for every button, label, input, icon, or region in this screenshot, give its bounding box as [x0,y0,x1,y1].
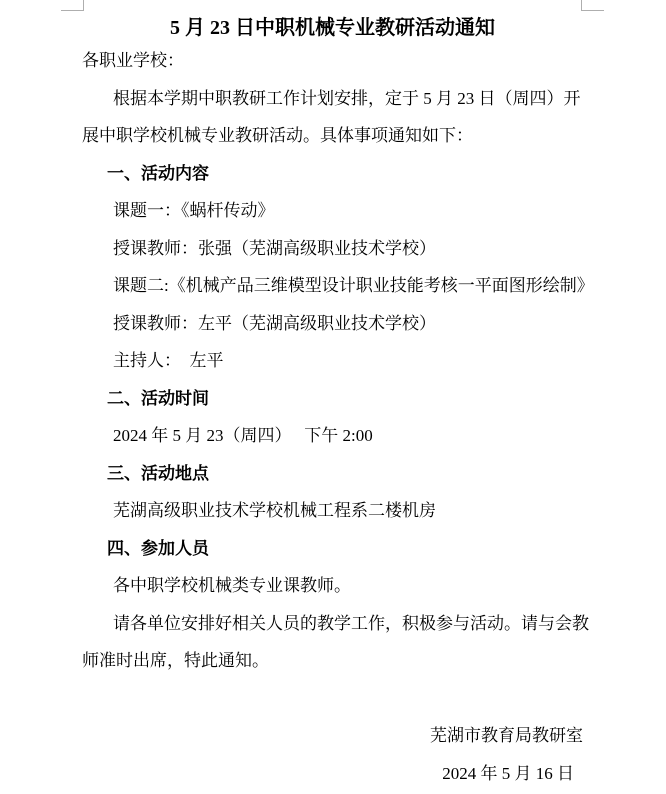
document-line: 师准时出席，特此通知。 [82,651,269,670]
document-line: 主持人： 左平 [113,351,224,370]
crop-mark-top-right-vertical [581,0,582,10]
document-body [82,42,594,792]
document-line: 课题一：《蜗杆传动》 [113,201,275,220]
document-line: 2024 年 5 月 23（周四） 下午 2:00 [113,426,373,445]
document-line: 授课教师：张强（芜湖高级职业技术学校） [113,238,436,258]
document-line: 2024 年 5 月 16 日 [442,763,574,783]
document-line: 根据本学期中职教研工作计划安排，定于 5 月 23 日（周四）开 [113,88,581,108]
document-line: 请各单位安排好相关人员的教学工作，积极参与活动。请与会教 [113,613,589,633]
document-line: 芜湖高级职业技术学校机械工程系二楼机房 [113,501,436,520]
document-line: 芜湖市教育局教研室 [430,726,583,745]
crop-mark-top-left-horizontal [61,10,84,11]
document-line: 展中职学校机械专业教研活动。具体事项通知如下： [82,126,473,145]
section-heading: 二、活动时间 [107,388,209,408]
crop-mark-top-left-vertical [83,0,84,10]
document-line: 课题二:《机械产品三维模型设计职业技能考核一平面图形绘制》 [113,276,594,295]
notice-document [82,14,594,792]
document-line [82,680,583,718]
document-line: 授课教师：左平（芜湖高级职业技术学校） [113,313,436,333]
section-heading: 四、参加人员 [107,538,209,558]
document-line: 各中职学校机械类专业课教师。 [113,576,351,595]
section-heading: 三、活动地点 [107,463,209,483]
crop-mark-top-right-horizontal [581,10,604,11]
document-line: 各职业学校： [82,51,184,70]
section-heading: 一、活动内容 [107,163,209,183]
page-title: 5 月 23 日中职机械专业教研活动通知 [170,17,495,39]
